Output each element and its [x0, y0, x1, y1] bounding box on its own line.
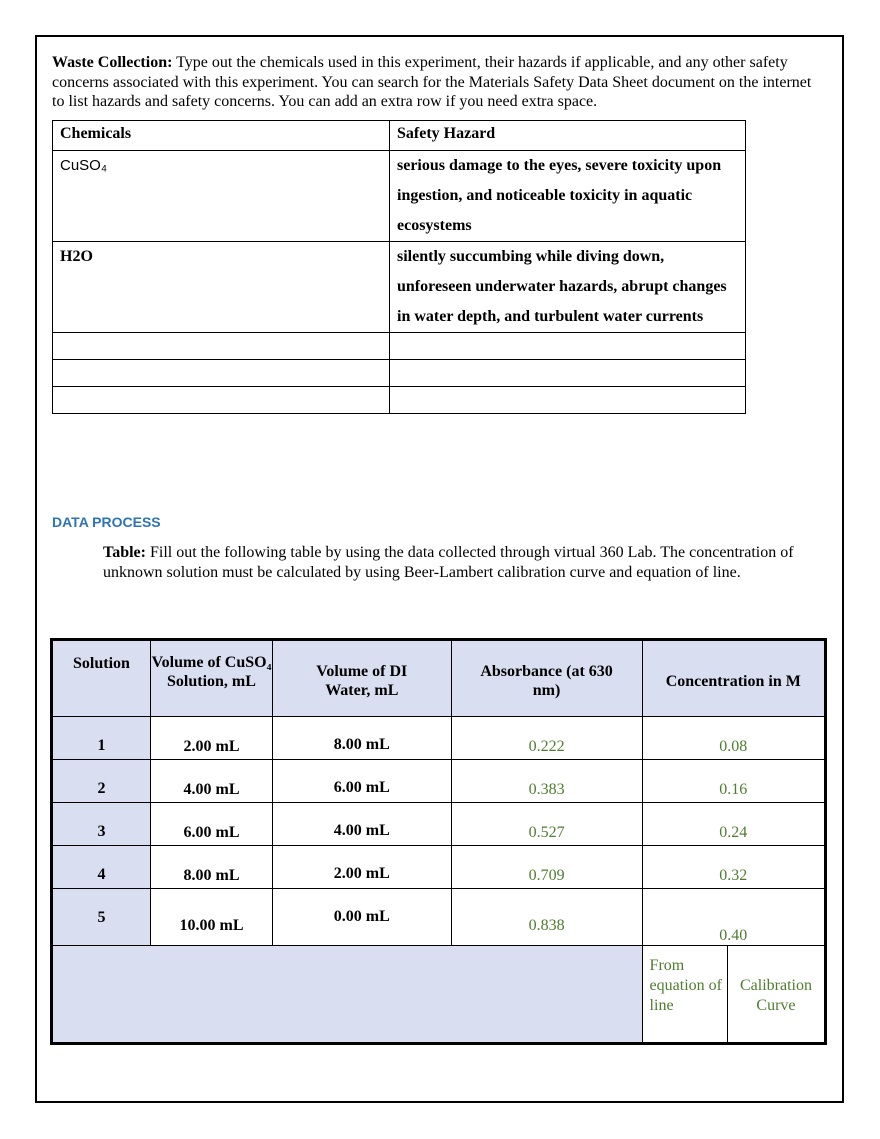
calibration-curve-cell[interactable]: Calibration Curve: [727, 946, 825, 1044]
table-row: [52, 803, 826, 846]
instructions-text: Fill out the following table by using the data collected through virtual 360 Lab. The concentration of unknown solution must be calculated by using Beer-Lambert calibration curve and equation of line.: [103, 544, 794, 581]
safety-table-header: [53, 121, 746, 151]
empty-row: [53, 333, 746, 360]
waste-collection-label: Waste Collection:: [52, 54, 173, 71]
cuso4-volume-cell[interactable]: 10.00 mL: [150, 889, 272, 946]
concentration-cell[interactable]: 0.32: [642, 846, 825, 889]
water-volume-cell[interactable]: 8.00 mL: [272, 717, 451, 760]
cuso4-volume-cell[interactable]: 8.00 mL: [150, 846, 272, 889]
header-safety-hazard[interactable]: Safety Hazard: [390, 121, 746, 151]
solution-number: 4: [52, 846, 151, 889]
footer-blank-cell: [52, 946, 643, 1044]
solution-number: 3: [52, 803, 151, 846]
concentration-cell[interactable]: 0.08: [642, 717, 825, 760]
table-row: [52, 889, 826, 946]
data-process-heading: DATA PROCESS: [52, 514, 161, 530]
data-table: [50, 638, 827, 1045]
absorbance-cell[interactable]: 0.527: [451, 803, 642, 846]
empty-cell[interactable]: [390, 387, 746, 414]
waste-collection-text: Type out the chemicals used in this experiment, their hazards if applicable, and any other safety concerns associated with this experiment. You can search for the Materials Safety Data Sheet document on the internet to list hazards and safety concerns. You can add an extra row if you need extra space.: [52, 54, 812, 110]
empty-row: [53, 360, 746, 387]
empty-cell[interactable]: [53, 333, 390, 360]
cuso4-volume-cell[interactable]: 2.00 mL: [150, 717, 272, 760]
data-table-footer: [52, 946, 826, 1044]
concentration-cell[interactable]: 0.40: [642, 889, 825, 946]
safety-table: [52, 120, 746, 414]
absorbance-cell[interactable]: 0.709: [451, 846, 642, 889]
header-concentration: Concentration in M: [642, 640, 825, 717]
cuso4-volume-cell[interactable]: 6.00 mL: [150, 803, 272, 846]
solution-number: 1: [52, 717, 151, 760]
header-solution: Solution: [52, 640, 151, 717]
from-equation-of-line-cell[interactable]: From equation of line: [642, 946, 727, 1044]
water-volume-cell[interactable]: 0.00 mL: [272, 889, 451, 946]
empty-cell[interactable]: [390, 360, 746, 387]
instructions-label: Table:: [103, 544, 146, 561]
concentration-cell[interactable]: 0.16: [642, 760, 825, 803]
chemical-cell[interactable]: CuSO₄: [53, 151, 390, 242]
table-row: [52, 846, 826, 889]
water-volume-cell[interactable]: 2.00 mL: [272, 846, 451, 889]
cuso4-volume-cell[interactable]: 4.00 mL: [150, 760, 272, 803]
data-process-instructions: [103, 543, 803, 583]
empty-row: [53, 387, 746, 414]
water-volume-cell[interactable]: 6.00 mL: [272, 760, 451, 803]
header-chemicals[interactable]: Chemicals: [53, 121, 390, 151]
solution-number: 5: [52, 889, 151, 946]
solution-number: 2: [52, 760, 151, 803]
table-row: [53, 151, 746, 242]
table-row: [53, 242, 746, 333]
absorbance-cell[interactable]: 0.383: [451, 760, 642, 803]
absorbance-cell[interactable]: 0.222: [451, 717, 642, 760]
header-absorbance: Absorbance (at 630 nm): [451, 640, 642, 717]
header-water-volume: Volume of DI Water, mL: [272, 640, 451, 717]
header-cuso4-volume: Volume of CuSO₄ Solution, mL: [150, 640, 272, 717]
table-row: [52, 760, 826, 803]
chemical-cell[interactable]: H2O: [53, 242, 390, 333]
hazard-cell[interactable]: silently succumbing while diving down, unforeseen underwater hazards, abrupt changes in water depth, and turbulent water currents: [390, 242, 746, 333]
concentration-cell[interactable]: 0.24: [642, 803, 825, 846]
waste-collection-instructions: [52, 53, 822, 112]
empty-cell[interactable]: [53, 387, 390, 414]
data-table-header: [52, 640, 826, 717]
water-volume-cell[interactable]: 4.00 mL: [272, 803, 451, 846]
hazard-cell[interactable]: serious damage to the eyes, severe toxicity upon ingestion, and noticeable toxicity in aquatic ecosystems: [390, 151, 746, 242]
absorbance-cell[interactable]: 0.838: [451, 889, 642, 946]
empty-cell[interactable]: [390, 333, 746, 360]
table-row: [52, 717, 826, 760]
empty-cell[interactable]: [53, 360, 390, 387]
